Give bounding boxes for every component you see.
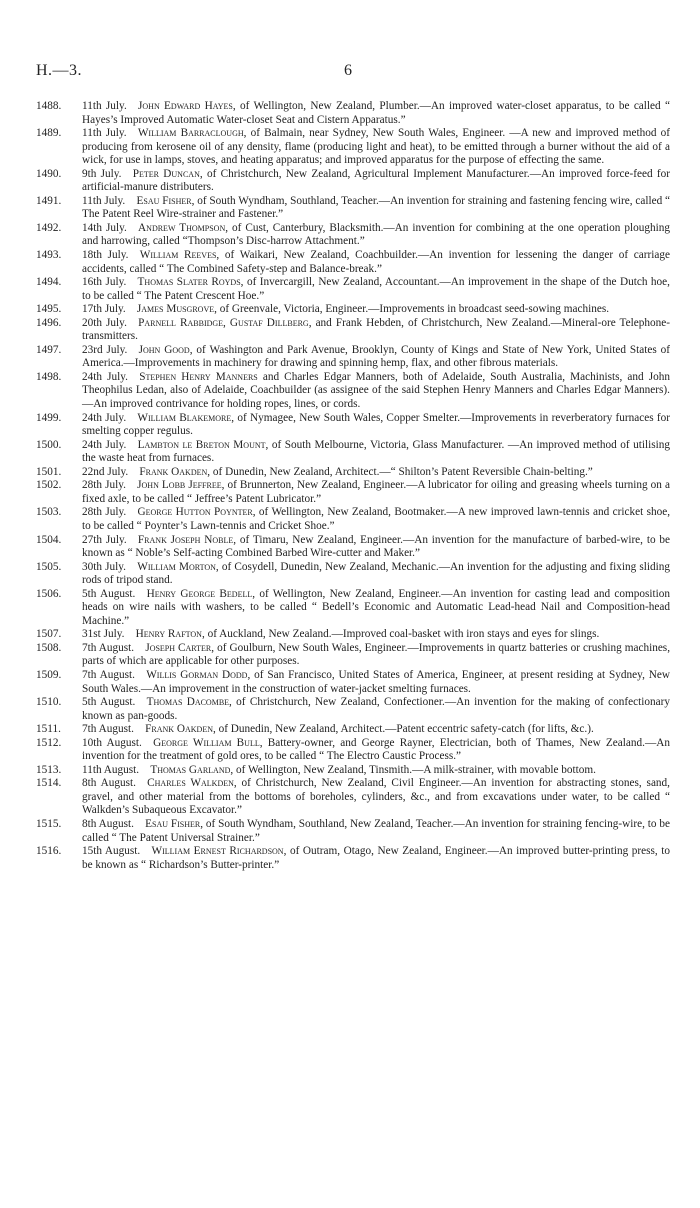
applicant-name: Esau Fisher: [136, 194, 192, 207]
patent-entry: [36, 506, 670, 533]
entry-number: 1491.: [36, 194, 62, 207]
patent-entry: [36, 344, 670, 371]
entry-description: , of Christchurch, New Zealand, Agricultural Implement Manufacturer.—An improved force-feed for artificial-manure distributers.: [82, 167, 670, 194]
entry-description: , of Brunnerton, New Zealand, Engineer.—A lubricator for oiling and greasing wheels turning on a fixed axle, to be called “ Jeffree’s Patent Lubricator.”: [82, 479, 670, 505]
applicant-name: Thomas Slater Royds: [137, 276, 241, 289]
entry-description: , of Christchurch, New Zealand, Confectioner.—An invention for the making of confectionary known as pan-goods.: [82, 696, 670, 722]
patent-entry: [36, 818, 670, 845]
patent-entry: [36, 628, 670, 642]
patent-entry: [36, 100, 670, 127]
entry-description: , of South Wyndham, Southland, New Zealand, Teacher.—An invention for straining fencing-wire, to be called “ The Patent Universal Strainer.”: [82, 817, 670, 844]
entry-description: , of Invercargill, New Zealand, Accountant.—An improvement in the shape of the Dutch hoe, to be called “ The Patent Crescent Hoe.”: [82, 276, 670, 302]
entry-description: , of Outram, Otago, New Zealand, Engineer.—An improved butter-printing press, to be known as “ Richardson’s Butter-printer.”: [82, 845, 670, 871]
applicant-name: Henry George Bedell: [146, 587, 253, 600]
entry-description: , of South Wyndham, Southland, Teacher.—An invention for straining and fastening fencing wire, called “ The Patent Reel Wire-strainer and Fastener.”: [82, 194, 671, 221]
entry-number: 1494.: [36, 276, 62, 289]
entry-date: 24th July.: [82, 411, 127, 424]
entry-date: 5th August.: [82, 696, 136, 709]
entry-number: 1508.: [36, 641, 62, 654]
applicant-name: John Lobb Jeffree: [137, 479, 222, 492]
entry-number: 1516.: [36, 845, 62, 858]
applicant-name: Andrew Thompson: [138, 221, 226, 234]
applicant-name: John Edward Hayes: [138, 100, 233, 112]
entry-description: , of Christchurch, New Zealand, Civil Engineer.—An invention for abstracting stones, sand, gravel, and other material from the bottoms of boreholes, cylinders, &c., and from excavations under water, to be called “ Walkden’s Subaqueous Excavator.”: [82, 777, 670, 817]
entry-number: 1509.: [36, 668, 62, 681]
patent-entry: [36, 317, 670, 344]
entry-number: 1498.: [36, 370, 62, 383]
patent-entry: [36, 371, 670, 412]
patent-entry: [36, 737, 670, 764]
applicant-name: William Morton: [137, 560, 216, 573]
entry-description: , of Goulburn, New South Wales, Engineer.—Improvements in quartz batteries or crushing machines, parts of which are applicable for other purposes.: [82, 641, 671, 668]
entry-date: 17th July.: [82, 303, 126, 316]
patent-entries-list: [36, 100, 670, 872]
applicant-name: Charles Walkden: [147, 777, 234, 790]
entry-number: 1510.: [36, 696, 62, 709]
entry-date: 7th August.: [82, 723, 134, 736]
entry-number: 1503.: [36, 506, 62, 519]
patent-entry: [36, 845, 670, 872]
patent-entry: [36, 669, 670, 696]
entry-date: 31st July.: [82, 628, 125, 641]
entry-number: 1513.: [36, 763, 62, 776]
applicant-name: Lambton le Breton Mount: [137, 438, 266, 451]
entry-date: 11th July.: [82, 127, 127, 140]
patent-entry: [36, 466, 670, 480]
entry-description: , of Dunedin, New Zealand, Architect.—“ Shilton’s Patent Reversible Chain-belting.”: [207, 465, 593, 478]
patent-entry: [36, 222, 670, 249]
entry-date: 7th August.: [82, 641, 135, 654]
entry-number: 1512.: [36, 736, 62, 749]
entry-description: and Charles Edgar Manners, both of Adelaide, South Australia, Machinists, and John Theophilus Ledan, also of Adelaide, Coachbuilder (as assignee of the said Stephen Henry Manners and Charles Edgar Manners).—An improved contrivance for holding ropes, lines, or cords.: [82, 370, 671, 411]
entry-date: 14th July.: [82, 221, 127, 234]
applicant-name: Thomas Dacombe: [146, 696, 230, 709]
applicant-name: Henry Rafton: [135, 628, 202, 641]
entry-date: 23rd July.: [82, 343, 128, 356]
entry-date: 11th July.: [82, 100, 127, 112]
entry-description: , of Greenvale, Victoria, Engineer.—Improvements in broadcast seed-sowing machines.: [214, 303, 610, 316]
patent-entry: [36, 588, 670, 629]
patent-entry: [36, 479, 670, 506]
entry-description: , Battery-owner, and George Rayner, Electrician, both of Thames, New Zealand.—An invention for the treatment of gold ores, to be called “ The Electro Caustic Process.”: [82, 736, 670, 763]
entry-date: 5th August.: [82, 587, 136, 600]
patent-entry: [36, 764, 670, 778]
entry-description: , of South Melbourne, Victoria, Glass Manufacturer. —An improved method of utilising the waste heat from furnaces.: [82, 438, 670, 465]
patent-entry: [36, 168, 670, 195]
entry-description: , of Wellington, New Zealand, Bootmaker.—A new improved lawn-tennis and cricket shoe, to be called “ Poynter’s Lawn-tennis and Cricket Shoe.”: [82, 506, 671, 532]
entry-description: , of Wellington, New Zealand, Engineer.—An invention for casting lead and composition heads on wire nails with washers, to be called “ Bedell’s Economic and Automatic Lead-head Nail and Composition-head Machine.”: [82, 587, 670, 627]
patent-entry: [36, 127, 670, 168]
entry-description: , of Wellington, New Zealand, Tinsmith.—A milk-strainer, with movable bottom.: [230, 763, 596, 776]
applicant-name: William Reeves: [139, 249, 217, 262]
entry-number: 1506.: [36, 587, 62, 600]
entry-number: 1488.: [36, 100, 62, 112]
entry-date: 11th August.: [82, 763, 140, 776]
applicant-name: William Ernest Richardson: [151, 845, 284, 858]
entry-date: 20th July.: [82, 316, 127, 329]
entry-number: 1499.: [36, 411, 62, 424]
patent-entry: [36, 439, 670, 466]
entry-number: 1492.: [36, 221, 62, 234]
entry-date: 10th August.: [82, 736, 142, 749]
entry-description: , of Auckland, New Zealand.—Improved coal-basket with iron stays and eyes for slings.: [201, 628, 600, 641]
entry-date: 8th August.: [82, 817, 134, 830]
entry-description: , of Cust, Canterbury, Blacksmith.—An invention for combining at the one operation ploughing and harrowing, called “Thompson’s Disc-harrow Attachment.”: [82, 221, 671, 248]
entry-date: 24th July.: [82, 438, 127, 451]
patent-entry: [36, 195, 670, 222]
entry-number: 1493.: [36, 249, 62, 262]
entry-number: 1501.: [36, 465, 62, 478]
entry-number: 1514.: [36, 777, 62, 790]
entry-number: 1515.: [36, 817, 62, 830]
applicant-name: James Musgrove: [136, 303, 215, 316]
entry-number: 1495.: [36, 303, 62, 316]
applicant-name: Stephen Henry Manners: [139, 370, 258, 383]
applicant-name: Frank Oakden: [145, 723, 213, 736]
patent-entry: [36, 642, 670, 669]
patent-entry: [36, 276, 670, 303]
entry-date: 28th July.: [82, 479, 126, 492]
patent-entry: [36, 303, 670, 317]
entry-date: 22nd July.: [82, 465, 129, 478]
applicant-name: John Good: [138, 343, 190, 356]
entry-description: , of Timaru, New Zealand, Engineer.—An invention for the manufacture of barbed-wire, to be known as “ Noble’s Self-acting Combined Barbed Wire-cutter and Maker.”: [82, 533, 671, 560]
entry-date: 8th August.: [82, 777, 136, 790]
entry-date: 7th August.: [82, 668, 135, 681]
applicant-name: Parnell Rabbidge, Gustaf Dillberg,: [138, 316, 312, 329]
entry-date: 15th August.: [82, 845, 141, 858]
entry-description: , of Cosydell, Dunedin, New Zealand, Mechanic.—An invention for the adjusting and fixing sliding rods of tripod stand.: [82, 560, 671, 587]
patent-entry: [36, 412, 670, 439]
page-number: 6: [344, 62, 352, 79]
patent-entry: [36, 696, 670, 723]
entry-number: 1490.: [36, 167, 62, 180]
entry-number: 1489.: [36, 127, 62, 140]
applicant-name: Peter Duncan: [132, 167, 200, 180]
entry-date: 27th July.: [82, 533, 127, 546]
applicant-name: Thomas Garland: [150, 763, 231, 776]
applicant-name: Esau Fisher: [145, 817, 201, 830]
entry-description: , of Wellington, New Zealand, Plumber.—An improved water-closet apparatus, to be called “ Hayes’s Improved Automatic Water-closet Seat and Cistern Apparatus.”: [82, 100, 671, 126]
entry-date: 28th July.: [82, 506, 127, 519]
applicant-name: William Barraclough: [137, 127, 244, 140]
patent-entry: [36, 723, 670, 737]
entry-date: 24th July.: [82, 370, 128, 383]
entry-description: , of Dunedin, New Zealand, Architect.—Patent eccentric safety-catch (for lifts, &c.).: [213, 723, 594, 736]
entry-description: , of Balmain, near Sydney, New South Wales, Engineer. —A new and improved method of producing from kerosene oil of any density, flame (producing light and heat), to be emitted through a burner without the aid of a wick, for use in lamps, stoves, and heating apparatus; and improved apparatus for the purpose of effecting the same.: [82, 127, 670, 167]
entry-description: and Frank Hebden, of Christchurch, New Zealand.—Mineral-ore Telephone-transmitters.: [82, 316, 670, 343]
entry-description: , of Nymagee, New South Wales, Copper Smelter.—Improvements in reverberatory furnaces for smelting copper regulus.: [82, 411, 670, 438]
entry-description: , of Washington and Park Avenue, Brooklyn, County of Kings and State of New York, United States of America.—Improvements in machinery for drawing and spinning hemp, flax, and other fibrous materials.: [82, 343, 671, 370]
entry-number: 1496.: [36, 316, 62, 329]
patent-entry: [36, 561, 670, 588]
page-header: [36, 62, 666, 86]
applicant-name: Frank Joseph Noble: [137, 533, 234, 546]
applicant-name: George William Bull: [153, 736, 260, 749]
applicant-name: Frank Oakden: [139, 465, 208, 478]
entry-number: 1500.: [36, 438, 62, 451]
patent-entry: [36, 777, 670, 818]
entry-date: 18th July.: [82, 249, 129, 262]
entry-number: 1511.: [36, 723, 61, 736]
patent-entry: [36, 249, 670, 276]
document-reference: H.—3.: [36, 62, 83, 79]
entry-number: 1505.: [36, 560, 62, 573]
applicant-name: George Hutton Poynter: [137, 506, 253, 519]
entry-number: 1504.: [36, 533, 62, 546]
entry-number: 1502.: [36, 479, 62, 492]
applicant-name: Joseph Carter: [145, 641, 212, 654]
entry-description: , of San Francisco, United States of America, Engineer, at present residing at Sydney, New South Wales.—An improvement in the construction of water-jacket smelting furnaces.: [82, 668, 670, 695]
entry-number: 1507.: [36, 628, 62, 641]
entry-description: , of Waikari, New Zealand, Coachbuilder.—An invention for lessening the danger of carriage accidents, called “ The Combined Safety-step and Balance-break.”: [82, 249, 670, 275]
entry-date: 9th July.: [82, 167, 122, 180]
applicant-name: William Blakemore: [137, 411, 232, 424]
entry-date: 16th July.: [82, 276, 127, 289]
patent-entry: [36, 534, 670, 561]
entry-date: 11th July.: [82, 194, 126, 207]
applicant-name: Willis Gorman Dodd: [146, 668, 248, 681]
entry-number: 1497.: [36, 343, 62, 356]
entry-date: 30th July.: [82, 560, 126, 573]
